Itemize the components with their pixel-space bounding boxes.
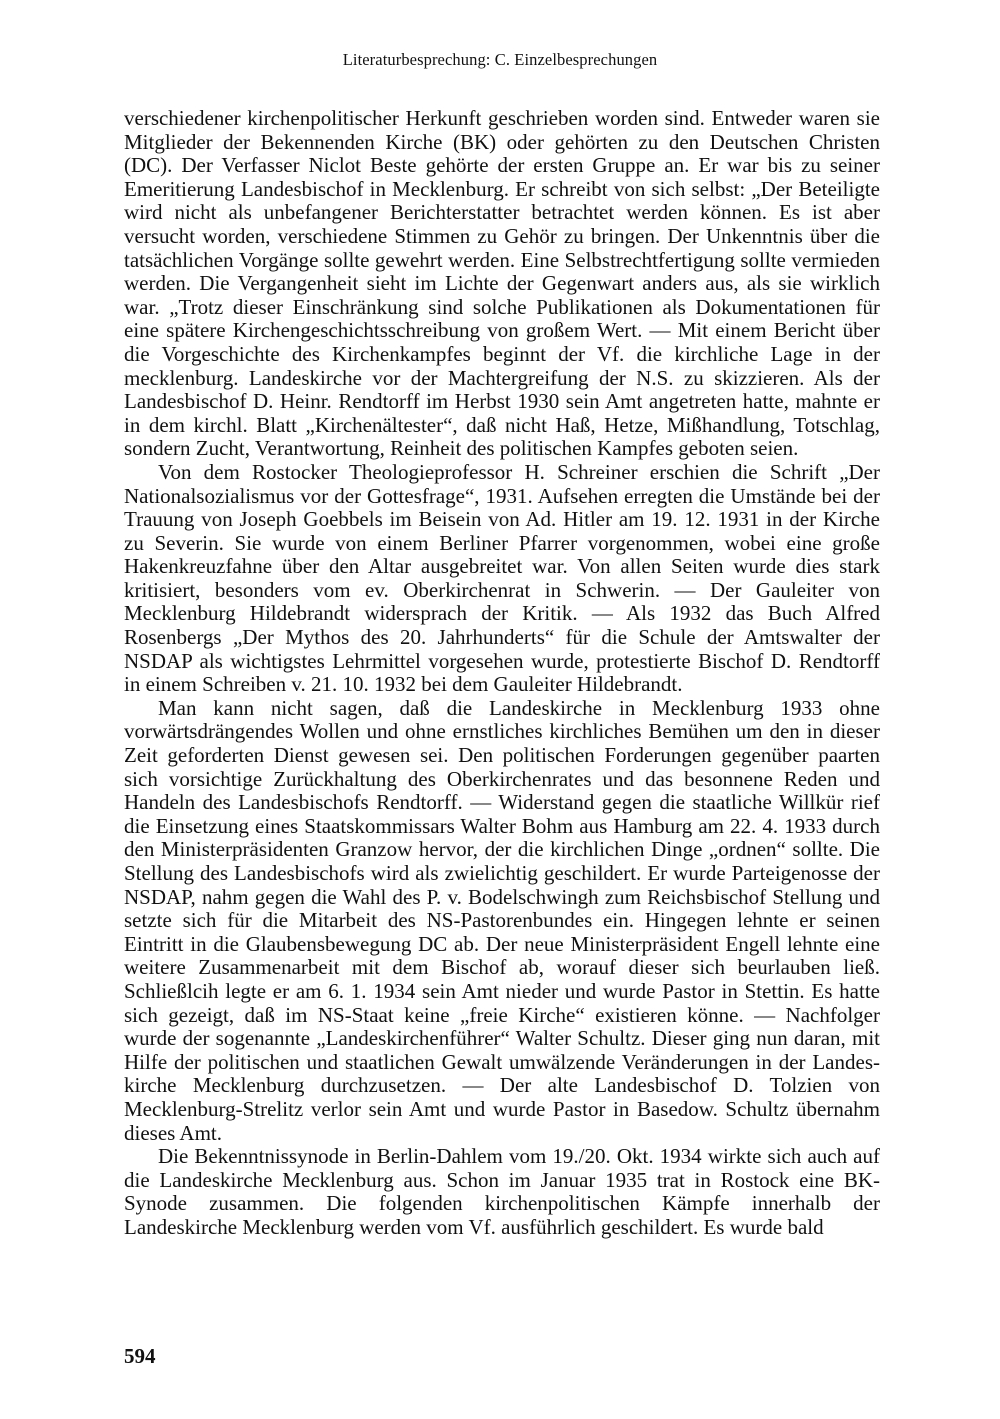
paragraph-3: Man kann nicht sagen, daß die Landeskirche in Mecklenburg 1933 ohne vorwärtsdrängendes Wollen und ohne ernstliches kirchliches Bemühen um den in dieser Zeit geforderten Dienst gewesen sei. Den politischen Forderungen gegenüber paarten sich vorsichtige Zurückhaltung des Oberkirchenrates und das besonnene Reden und Handeln des Landesbischofs Rendtorff. — Widerstand gegen die staatliche Willkür rief die Einsetzung eines Staatskommissars Walter Bohm aus Hamburg am 22. 4. 1933 durch den Ministerpräsidenten Granzow hervor, der die kirchlichen Dinge „ordnen“ sollte. Die Stellung des Landesbischofs wird als zwielichtig geschildert. Er wurde Parteigenosse der NSDAP, nahm gegen die Wahl des P. v. Bodelschwingh zum Reichsbischof Stellung und setzte sich für die Mitarbeit des NS-Pastorenbundes ein. Hingegen lehnte er seinen Eintritt in die Glaubensbewegung DC ab. Der neue Ministerpräsident Engell lehnte eine weitere Zusammenarbeit mit dem Bischof ab, worauf dieser sich beurlauben ließ. Schließlcih legte er am 6. 1. 1934 sein Amt nieder und wurde Pastor in Stettin. Es hatte sich gezeigt, daß im NS-Staat keine „freie Kirche“ existieren könne. — Nachfolger wurde der sogenannte „Landeskirchenführer“ Walter Schultz. Dieser ging nun daran, mit Hilfe der politischen und staatlichen Gewalt umwälzende Veränderungen in der Landeskirche Mecklenburg durchzusetzen. — Der alte Landesbischof D. Tolzien von Mecklenburg-Strelitz verlor sein Amt und wurde Pastor in Basedow. Schultz übernahm dieses Amt. xyxy=(124,695,880,1145)
page-number: 594 xyxy=(124,1344,156,1368)
running-header: Literaturbesprechung: C. Einzelbesprechungen xyxy=(342,50,658,69)
body-text xyxy=(124,107,880,1240)
paragraph-4: Die Bekenntnissynode in Berlin-Dahlem vom 19./20. Okt. 1934 wirkte sich auch auf die Landeskirche Mecklenburg aus. Schon im Januar 1935 trat in Rostock eine BK-Synode zusammen. Die folgenden kirchenpolitischen Kämpfe innerhalb der Landeskirche Mecklenburg werden vom Vf. ausführlich geschildert. Es wurde bald xyxy=(124,1144,880,1239)
paragraph-1: verschiedener kirchenpolitischer Herkunft geschrieben worden sind. Entweder waren sie Mitglieder der Bekennenden Kirche (BK) oder gehörten zu den Deutschen Christen (DC). Der Verfasser Niclot Beste gehörte der ersten Gruppe an. Er war bis zu seiner Emeritierung Landesbischof in Mecklenburg. Er schreibt von sich selbst: „Der Beteiligte wird nicht als unbefangener Berichterstatter betrachtet werden können. Es ist aber versucht worden, verschiedene Stimmen zu Gehör zu bringen. Der Unkenntnis über die tatsächlichen Vorgänge sollte gewehrt werden. Eine Selbstrechtfertigung sollte vermieden werden. Die Vergangenheit sieht im Lichte der Gegenwart anders aus, als sie wirklich war. „Trotz dieser Einschränkung sind solche Publikationen als Dokumentationen für eine spätere Kirchengeschichtsschreibung von großem Wert. — Mit einem Bericht über die Vorgeschichte des Kirchenkampfes beginnt der Vf. die kirchliche Lage in der mecklenburg. Landeskirche vor der Machtergreifung der N.S. zu skizzieren. Als der Landesbischof D. Heinr. Rendtorff im Herbst 1930 sein Amt angetreten hatte, mahnte er in dem kirchl. Blatt „Kirchenältester“, daß nicht Haß, Hetze, Mißhandlung, Totschlag, sondern Zucht, Verantwortung, Reinheit des politischen Kampfes geboten seien. xyxy=(124,106,880,461)
paragraph-2: Von dem Rostocker Theologieprofessor H. Schreiner erschien die Schrift „Der Nationalsozialismus vor der Gottesfrage“, 1931. Aufsehen erregten die Umstände bei der Trauung von Joseph Goebbels im Beisein von Ad. Hitler am 19. 12. 1931 in der Kirche zu Severin. Sie wurde von einem Berliner Pfarrer vorgenommen, wobei eine große Hakenkreuzfahne über den Altar ausgebreitet war. Von allen Seiten wurde dies stark kritisiert, besonders vom ev. Oberkirchenrat in Schwerin. — Der Gauleiter von Mecklenburg Hildebrandt widersprach der Kritik. — Als 1932 das Buch Alfred Rosenbergs „Der Mythos des 20. Jahrhunderts“ für die Schule der Amtswalter der NSDAP als wichtigstes Lehrmittel vorgesehen wurde, protestierte Bischof D. Rendtorff in einem Schreiben v. 21. 10. 1932 bei dem Gauleiter Hildebrandt. xyxy=(124,459,880,697)
